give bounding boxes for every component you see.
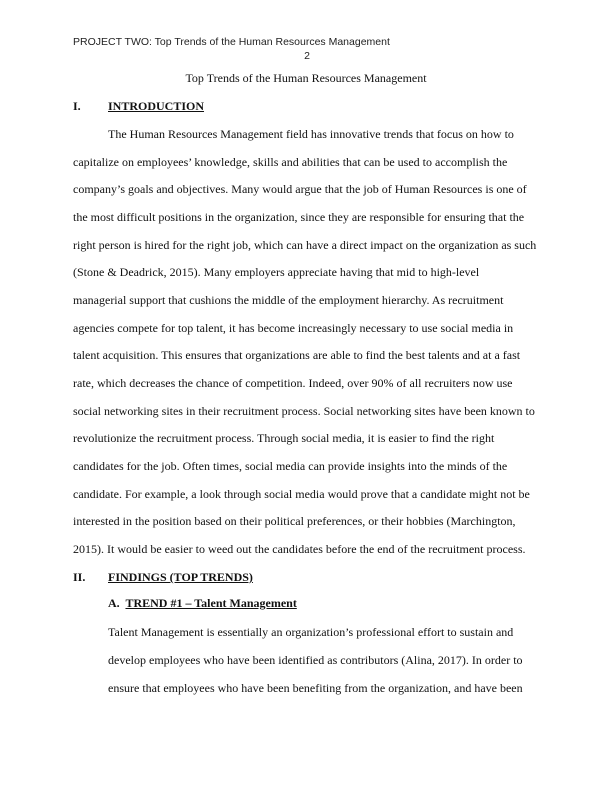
paragraph-line: talent acquisition. This ensures that organizations are able to find the best talents and at a fast — [73, 348, 521, 362]
section-title: FINDINGS (TOP TRENDS) — [108, 570, 253, 584]
paragraph-line: capitalize on employees’ knowledge, skills and abilities that can be used to accomplish the — [73, 155, 508, 169]
paragraph-line: candidate. For example, a look through social media would prove that a candidate might not be — [73, 487, 530, 501]
paragraph-line: rate, which decreases the chance of competition. Indeed, over 90% of all recruiters now use — [73, 376, 513, 390]
running-head: PROJECT TWO: Top Trends of the Human Resources Management — [73, 36, 390, 48]
paragraph-line: social networking sites in their recruitment process. Social networking sites have been known to — [73, 404, 535, 418]
paragraph-line: revolutionize the recruitment process. Through social media, it is easier to find the right — [73, 431, 495, 445]
paragraph-line: company’s goals and objectives. Many would argue that the job of Human Resources is one of — [73, 182, 527, 196]
page-number: 2 — [304, 50, 310, 62]
subsection-label: A. — [108, 596, 120, 610]
paragraph-line: The Human Resources Management field has innovative trends that focus on how to — [108, 127, 514, 141]
paragraph-line: (Stone & Deadrick, 2015). Many employers appreciate having that mid to high-level — [73, 265, 480, 279]
paragraph-line: ensure that employees who have been benefiting from the organization, and have been — [108, 681, 523, 695]
paragraph-line: right person is hired for the right job, which can have a direct impact on the organization as such — [73, 238, 537, 252]
paragraph-line: 2015). It would be easier to weed out the candidates before the end of the recruitment process. — [73, 542, 526, 556]
paragraph-line: the most difficult positions in the organization, since they are responsible for ensuring that the — [73, 210, 525, 224]
paragraph-line: managerial support that cushions the middle of the employment hierarchy. As recruitment — [73, 293, 504, 307]
section-number: II. — [73, 570, 86, 584]
section-title: INTRODUCTION — [108, 99, 205, 113]
trend-1-heading — [108, 596, 297, 611]
paragraph-line: agencies compete for top talent, it has become increasingly necessary to use social media in — [73, 321, 514, 335]
paragraph-line: develop employees who have been identified as contributors (Alina, 2017). In order to — [108, 653, 523, 667]
paragraph-line: interested in the position based on their political preferences, or their hobbies (Marchington, — [73, 514, 516, 528]
section-number: I. — [73, 99, 81, 113]
document-title: Top Trends of the Human Resources Management — [185, 71, 427, 85]
subsection-title: TREND #1 – Talent Management — [125, 596, 297, 610]
paragraph-line: candidates for the job. Often times, social media can provide insights into the minds of the — [73, 459, 508, 473]
paragraph-line: Talent Management is essentially an organization’s professional effort to sustain and — [108, 625, 514, 639]
